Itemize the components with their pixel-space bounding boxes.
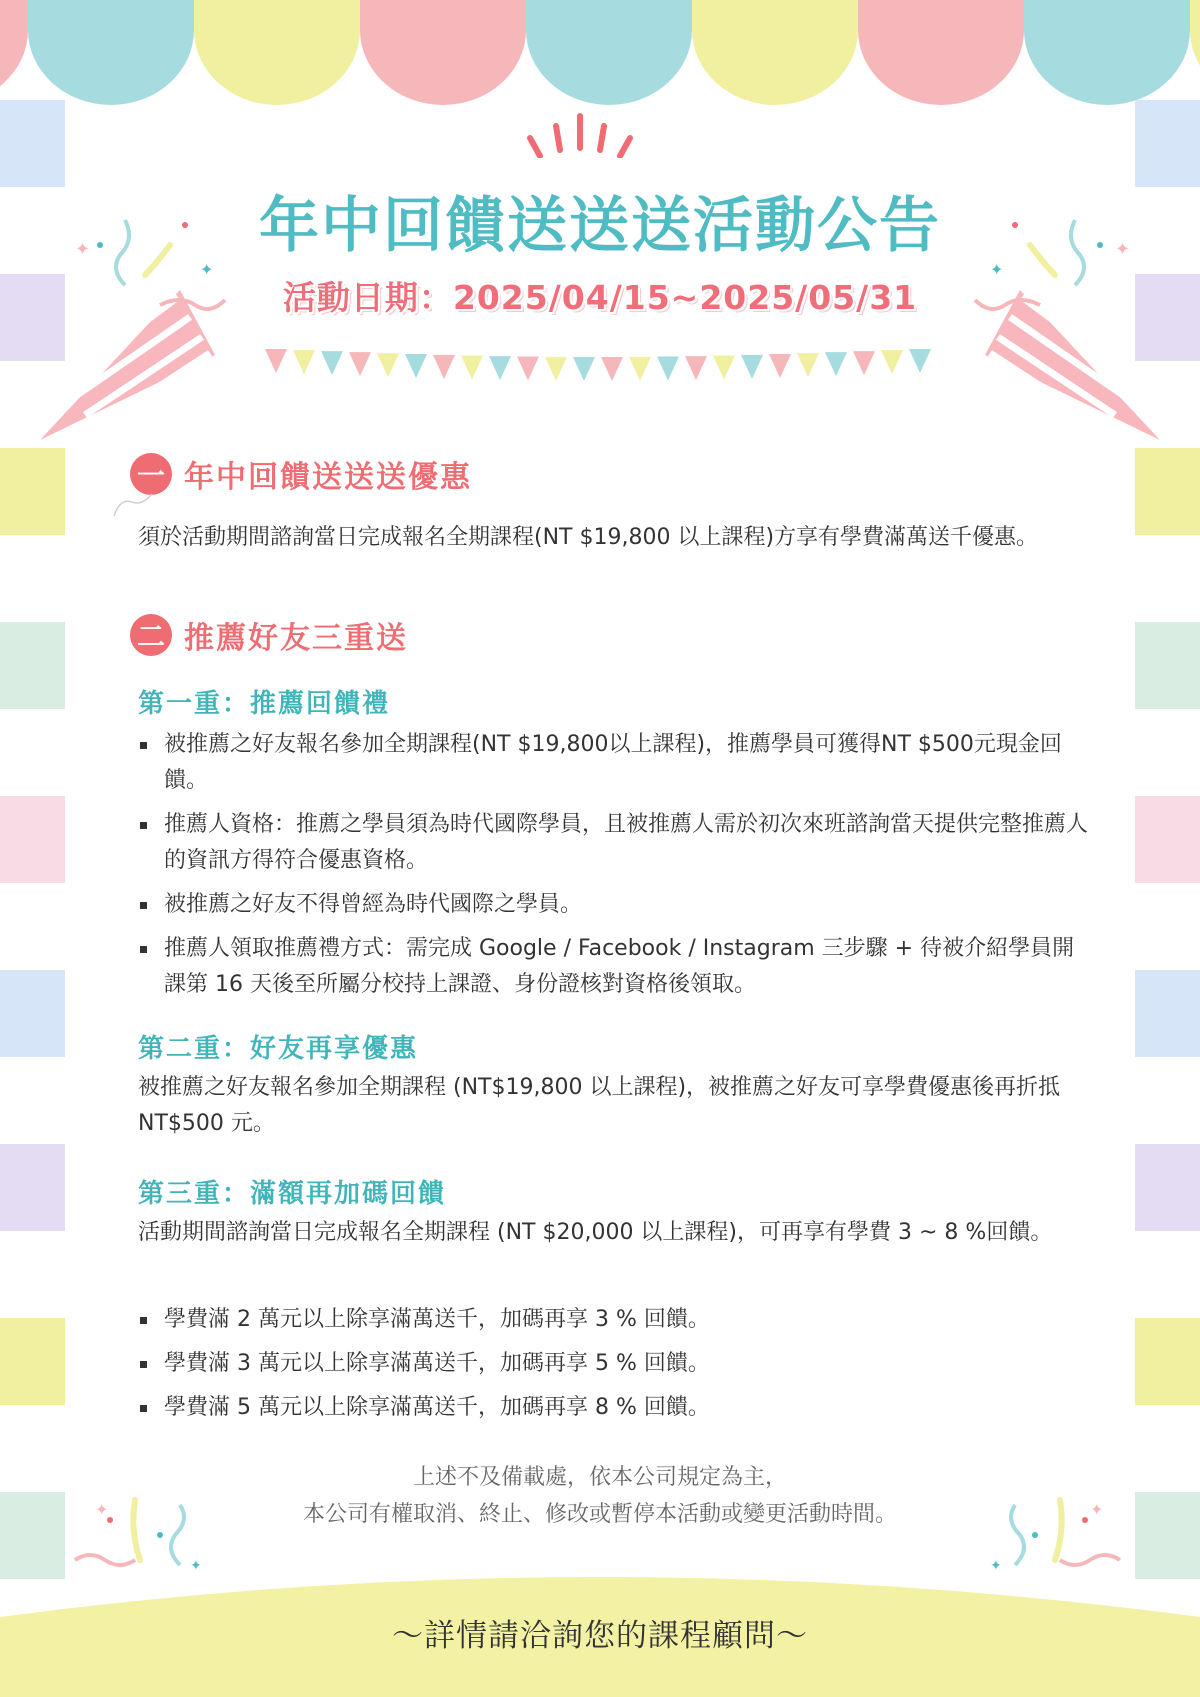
page-title: 年中回饋送送送活動公告 (259, 191, 941, 261)
section-2-title: 推薦好友三重送 (184, 621, 408, 656)
tier-2-title: 第二重：好友再享優惠 (138, 1034, 419, 1064)
svg-text:✦: ✦ (95, 1500, 109, 1519)
tier-3-list (138, 1302, 1088, 1434)
notice-line-1: 上述不及備載處，依本公司規定為主， (412, 1465, 787, 1490)
side-stripe-block (1135, 1057, 1200, 1144)
side-stripe-block (1135, 100, 1200, 187)
sparkle-icon (500, 108, 660, 158)
tier-1-list (138, 727, 1088, 1011)
tier-2-body: 被推薦之好友報名參加全期課程 (NT$19,800 以上課程)，被推薦之好友可享學費優惠後再折抵 NT$500 元。 (138, 1075, 1061, 1136)
svg-text:✦: ✦ (1115, 239, 1131, 260)
list-item: 學費滿 3 萬元以上除享滿萬送千，加碼再享 5 % 回饋。 (138, 1346, 1088, 1382)
list-item: 學費滿 2 萬元以上除享滿萬送千，加碼再享 3 % 回饋。 (138, 1302, 1088, 1338)
side-stripe-block (1135, 970, 1200, 1057)
side-stripe-block (1135, 448, 1200, 535)
side-stripe-block (1135, 1318, 1200, 1405)
tier-1-title: 第一重：推薦回饋禮 (138, 689, 391, 719)
side-stripe-block (0, 1318, 65, 1405)
event-date: 活動日期：2025/04/15~2025/05/31 (282, 278, 918, 317)
side-stripe-block (0, 709, 65, 796)
side-stripe-block (0, 796, 65, 883)
section-1-title: 年中回饋送送送優惠 (184, 460, 472, 495)
side-stripe-block (0, 1144, 65, 1231)
side-stripe-block (1135, 883, 1200, 970)
list-item: 學費滿 5 萬元以上除享滿萬送千，加碼再享 8 % 回饋。 (138, 1390, 1088, 1426)
svg-text:✦: ✦ (990, 1558, 1002, 1574)
svg-text:✦: ✦ (990, 260, 1004, 279)
balloon-badge-2: 二 (130, 614, 172, 656)
side-stripe-block (1135, 535, 1200, 622)
svg-text:✦: ✦ (75, 239, 91, 260)
tier-3-body: 活動期間諮詢當日完成報名全期課程 (NT $20,000 以上課程)，可再享有學費 3 ~ 8 %回饋。 (138, 1220, 1053, 1245)
side-stripe-block (0, 1231, 65, 1318)
svg-text:✦: ✦ (200, 260, 214, 279)
side-stripe-block (1135, 1144, 1200, 1231)
list-item: 推薦人資格：推薦之學員須為時代國際學員，且被推薦人需於初次來班諮詢當天提供完整推薦人的資訊方得符合優惠資格。 (138, 807, 1088, 879)
side-stripe-block (0, 100, 65, 187)
balloon-badge-1: 一 (130, 453, 172, 495)
side-stripe-block (0, 970, 65, 1057)
list-item: 被推薦之好友不得曾經為時代國際之學員。 (138, 887, 1088, 923)
side-stripe-block (1135, 709, 1200, 796)
tier-3-title: 第三重：滿額再加碼回饋 (138, 1179, 447, 1209)
side-stripe-block (0, 1057, 65, 1144)
notice-line-2: 本公司有權取消、終止、修改或暫停本活動或變更活動時間。 (302, 1502, 897, 1527)
balloon-string-icon (112, 492, 162, 522)
bunting-decoration (265, 345, 940, 395)
list-item: 推薦人領取推薦禮方式：需完成 Google / Facebook / Instagram 三步驟 + 待被介紹學員開課第 16 天後至所屬分校持上課證、身份證核對資格後領取。 (138, 931, 1088, 1003)
awning-decoration (0, 0, 1200, 115)
side-stripe-block (0, 448, 65, 535)
side-stripe-block (1135, 796, 1200, 883)
svg-text:✦: ✦ (190, 1558, 202, 1574)
list-item: 被推薦之好友報名參加全期課程(NT $19,800以上課程)，推薦學員可獲得NT $500元現金回饋。 (138, 727, 1088, 799)
side-stripe-block (0, 883, 65, 970)
side-stripe-block (1135, 622, 1200, 709)
section-1-body: 須於活動期間諮詢當日完成報名全期課程(NT $19,800 以上課程)方享有學費滿萬送千優惠。 (138, 525, 1039, 550)
side-stripe-block (1135, 1231, 1200, 1318)
side-stripe-block (0, 622, 65, 709)
side-stripe-block (0, 535, 65, 622)
footer-text: ～詳情請洽詢您的課程顧問～ (392, 1618, 808, 1654)
svg-text:✦: ✦ (1090, 1500, 1104, 1519)
section-2-header (130, 613, 408, 657)
section-1-header (130, 452, 472, 496)
